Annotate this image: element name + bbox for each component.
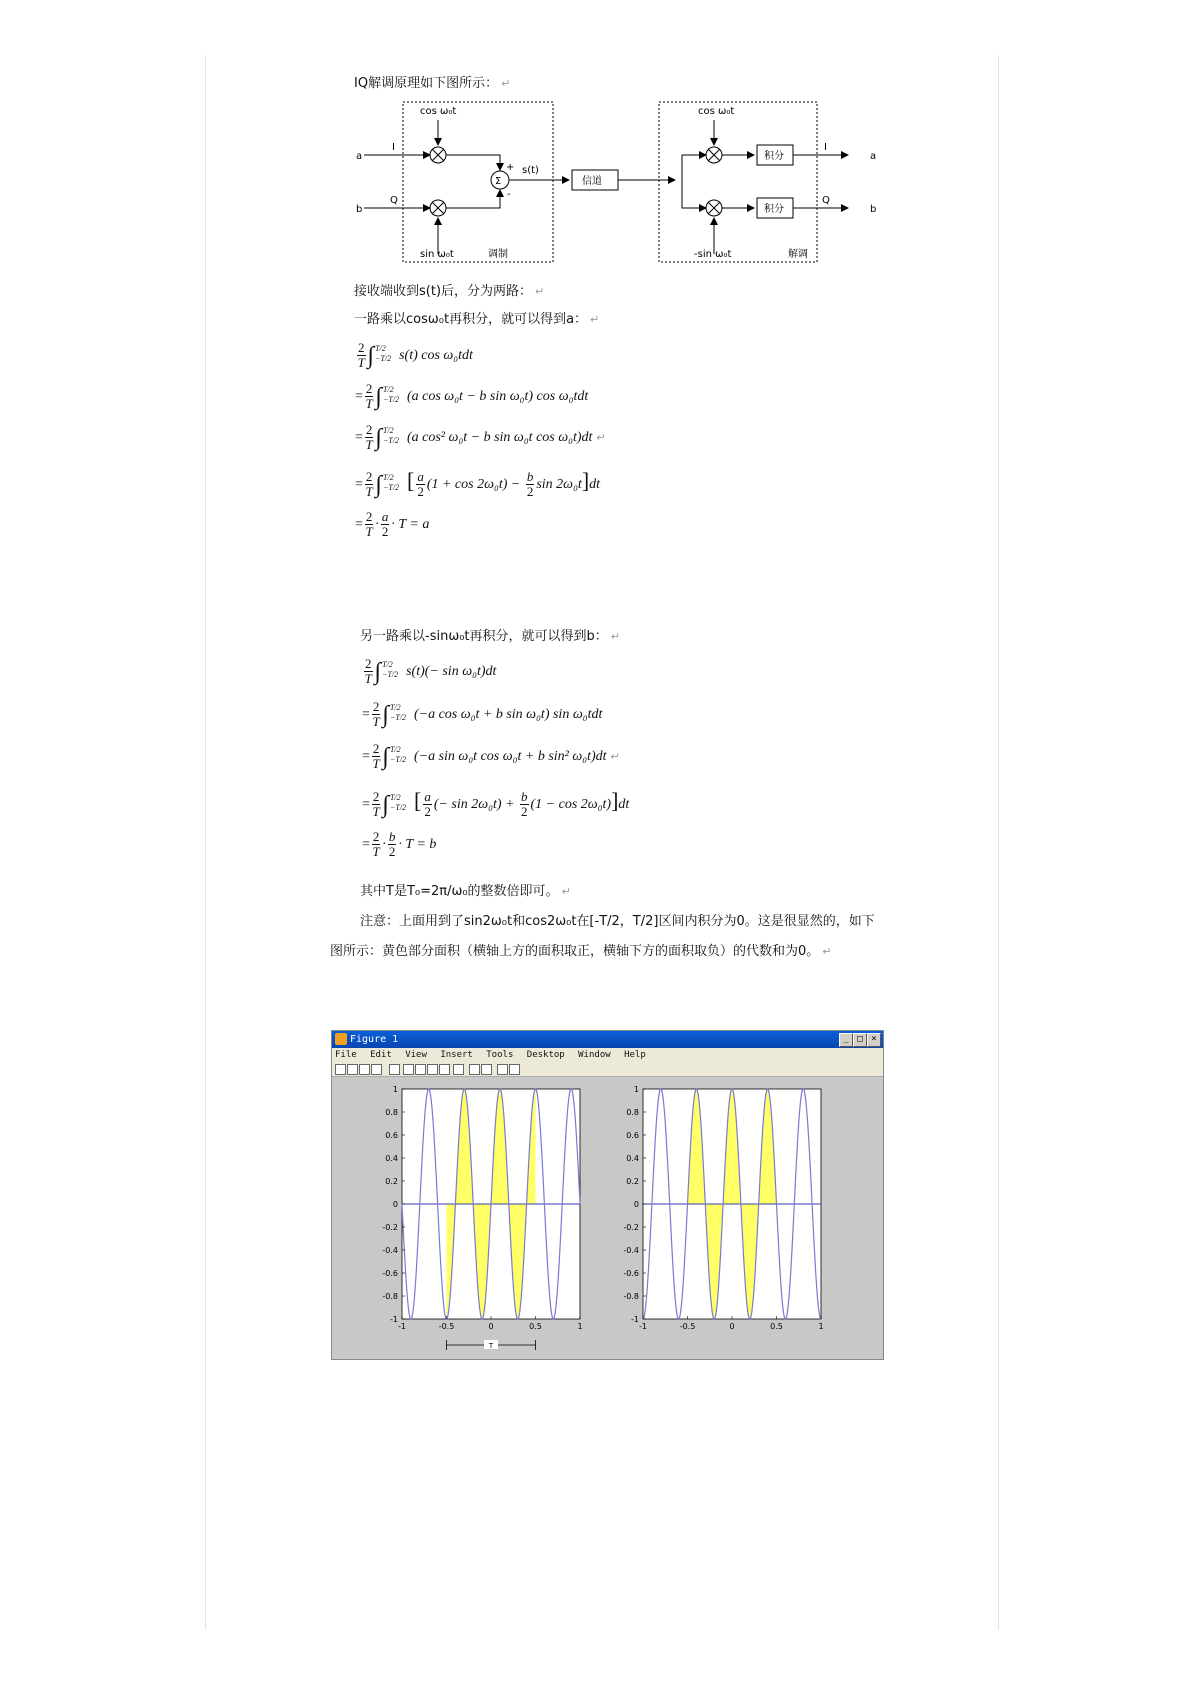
x-tick-label: 0.5: [529, 1322, 542, 1331]
eq-a-line4: = $\frac{2}{T}$ ∫ T/2 −T/2 [ $\frac{a}{2}$ (1 + cos 2ω₀t) − $\frac{b}{2}$ sin 2ω₀t]dt: [355, 468, 601, 500]
svg-text:积分: 积分: [764, 204, 784, 215]
maximize-button[interactable]: □: [853, 1033, 867, 1047]
x-tick-label: -1: [398, 1322, 406, 1331]
open-file-icon[interactable]: [347, 1064, 358, 1075]
y-tick-label: -0.8: [623, 1292, 639, 1301]
y-tick-label: -0.2: [382, 1223, 398, 1232]
pan-icon[interactable]: [427, 1064, 438, 1075]
intro-text: IQ解调原理如下图所示： ↵: [354, 76, 511, 91]
y-tick-label: 1: [392, 1085, 398, 1094]
close-button[interactable]: ×: [867, 1033, 881, 1047]
svg-text:-: -: [507, 189, 511, 200]
eq-a-line3: = $\frac{2}{T}$ ∫ T/2 −T/2 (a cos² ω₀t − b sin ω₀t cos ω₀t)dt ↵: [355, 422, 605, 453]
y-tick-label: -1: [390, 1315, 398, 1324]
y-tick-label: 0: [633, 1200, 639, 1209]
rotate-icon[interactable]: [439, 1064, 450, 1075]
svg-text:调制: 调制: [488, 249, 508, 260]
y-tick-label: 0: [392, 1200, 398, 1209]
eq-b-line2: = $\frac{2}{T}$ ∫ T/2 −T/2 (−a cos ω₀t + b sin ω₀t) sin ω₀tdt: [362, 699, 603, 730]
y-tick-label: -0.8: [382, 1292, 398, 1301]
figure-title: Figure 1: [350, 1034, 399, 1045]
svg-text:Σ: Σ: [495, 176, 502, 187]
matlab-icon: [335, 1033, 347, 1045]
branch-a-text: 一路乘以cosω₀t再积分，就可以得到a： ↵: [354, 312, 600, 327]
x-tick-label: 1: [818, 1322, 824, 1331]
x-tick-label: -0.5: [438, 1322, 455, 1331]
svg-text:积分: 积分: [764, 151, 784, 162]
svg-text:cos ω₀t: cos ω₀t: [698, 106, 735, 117]
svg-text:-sin ω₀t: -sin ω₀t: [694, 249, 732, 260]
data-cursor-icon[interactable]: [453, 1064, 464, 1075]
x-tick-label: 0: [729, 1322, 735, 1331]
y-tick-label: -0.4: [623, 1246, 639, 1255]
period-text: 其中T是T₀=2π/ω₀的整数倍即可。 ↵: [360, 884, 571, 899]
menu-desktop[interactable]: Desktop: [526, 1050, 565, 1060]
svg-text:a: a: [356, 151, 363, 162]
y-tick-label: -0.6: [382, 1269, 398, 1278]
iq-block-diagram: [350, 96, 890, 271]
note-text: 注意：上面用到了sin2ω₀t和cos2ω₀t在[-T/2，T/2]区间内积分为0。这是很显然的，如下: [360, 914, 875, 929]
y-tick-label: 0.8: [626, 1108, 639, 1117]
figure-titlebar: [332, 1031, 883, 1048]
y-tick-label: 0.2: [626, 1177, 639, 1186]
y-tick-label: 1: [633, 1085, 639, 1094]
branch-b-text: 另一路乘以-sinω₀t再积分，就可以得到b： ↵: [360, 629, 620, 644]
x-tick-label: -0.5: [679, 1322, 696, 1331]
eq-a-line5: = $\frac{2}{T}$ · $\frac{a}{2}$ · T = a: [355, 509, 430, 540]
svg-text:Q: Q: [822, 195, 830, 206]
y-tick-label: -0.2: [623, 1223, 639, 1232]
zoom-in-icon[interactable]: [403, 1064, 414, 1075]
y-tick-label: 0.6: [385, 1131, 398, 1140]
y-tick-label: 0.4: [385, 1154, 398, 1163]
svg-text:Q: Q: [390, 195, 398, 206]
menu-window[interactable]: Window: [578, 1050, 611, 1060]
y-tick-label: 0.8: [385, 1108, 398, 1117]
eq-b-line1: $\frac{2}{T}$ ∫ T/2 −T/2 s(t)(− sin ω₀t)dt: [364, 656, 497, 687]
svg-text:信道: 信道: [582, 176, 602, 187]
figure-toolbar: [332, 1062, 883, 1077]
x-tick-label: 0.5: [770, 1322, 783, 1331]
svg-text:b: b: [356, 204, 363, 215]
show-tools-icon[interactable]: [509, 1064, 520, 1075]
menu-tools[interactable]: Tools: [486, 1050, 514, 1060]
svg-text:a: a: [870, 151, 877, 162]
eq-a-line1: $\frac{2}{T}$ ∫ T/2 −T/2 s(t) cos ω₀tdt: [357, 340, 473, 371]
note-text-cont: 图所示：黄色部分面积（横轴上方的面积取正，横轴下方的面积取负）的代数和为0。 ↵: [330, 944, 832, 959]
figure-window: [331, 1030, 884, 1360]
y-tick-label: -0.4: [382, 1246, 398, 1255]
eq-a-line2: = $\frac{2}{T}$ ∫ T/2 −T/2 (a cos ω₀t − b sin ω₀t) cos ω₀tdt: [355, 381, 589, 412]
x-tick-label: 1: [577, 1322, 583, 1331]
eq-b-line3: = $\frac{2}{T}$ ∫ T/2 −T/2 (−a sin ω₀t cos ω₀t + b sin² ω₀t)dt ↵: [362, 741, 619, 772]
y-tick-label: 0.2: [385, 1177, 398, 1186]
figure-menubar: [332, 1048, 883, 1062]
new-figure-icon[interactable]: [335, 1064, 346, 1075]
figure-plots: [332, 1077, 883, 1359]
colorbar-icon[interactable]: [469, 1064, 480, 1075]
svg-text:I: I: [392, 142, 395, 153]
svg-text:s(t): s(t): [522, 165, 539, 176]
eq-b-line5: = $\frac{2}{T}$ · $\frac{b}{2}$ · T = b: [362, 829, 437, 860]
edit-plot-icon[interactable]: [389, 1064, 400, 1075]
eq-b-line4: = $\frac{2}{T}$ ∫ T/2 −T/2 [ $\frac{a}{2}$ (− sin 2ω₀t) + $\frac{b}{2}$ (1 − cos 2ω₀t)]dt: [362, 788, 630, 820]
demodulator-box: [659, 102, 817, 262]
y-tick-label: -0.6: [623, 1269, 639, 1278]
x-tick-label: -1: [639, 1322, 647, 1331]
hide-tools-icon[interactable]: [497, 1064, 508, 1075]
page-border-right: [998, 55, 999, 1630]
svg-text:+: +: [506, 162, 515, 173]
menu-edit[interactable]: Edit: [370, 1050, 392, 1060]
minimize-button[interactable]: _: [839, 1033, 853, 1047]
svg-text:cos ω₀t: cos ω₀t: [420, 106, 457, 117]
receiver-text: 接收端收到s(t)后，分为两路： ↵: [354, 284, 545, 299]
page-border-left: [205, 55, 206, 1630]
svg-text:解调: 解调: [788, 249, 808, 260]
menu-insert[interactable]: Insert: [440, 1050, 473, 1060]
menu-help[interactable]: Help: [624, 1050, 646, 1060]
svg-text:I: I: [824, 142, 827, 153]
zoom-out-icon[interactable]: [415, 1064, 426, 1075]
save-icon[interactable]: [359, 1064, 370, 1075]
y-tick-label: 0.6: [626, 1131, 639, 1140]
svg-text:b: b: [870, 204, 877, 215]
modulator-box: [403, 102, 553, 262]
y-tick-label: -1: [631, 1315, 639, 1324]
print-icon[interactable]: [371, 1064, 382, 1075]
span-label: T: [488, 1342, 494, 1350]
legend-icon[interactable]: [481, 1064, 492, 1075]
menu-view[interactable]: View: [405, 1050, 427, 1060]
y-tick-label: 0.4: [626, 1154, 639, 1163]
x-tick-label: 0: [488, 1322, 494, 1331]
figure-plot-area: [332, 1077, 883, 1359]
svg-text:sin ω₀t: sin ω₀t: [420, 249, 454, 260]
menu-file[interactable]: File: [335, 1050, 357, 1060]
